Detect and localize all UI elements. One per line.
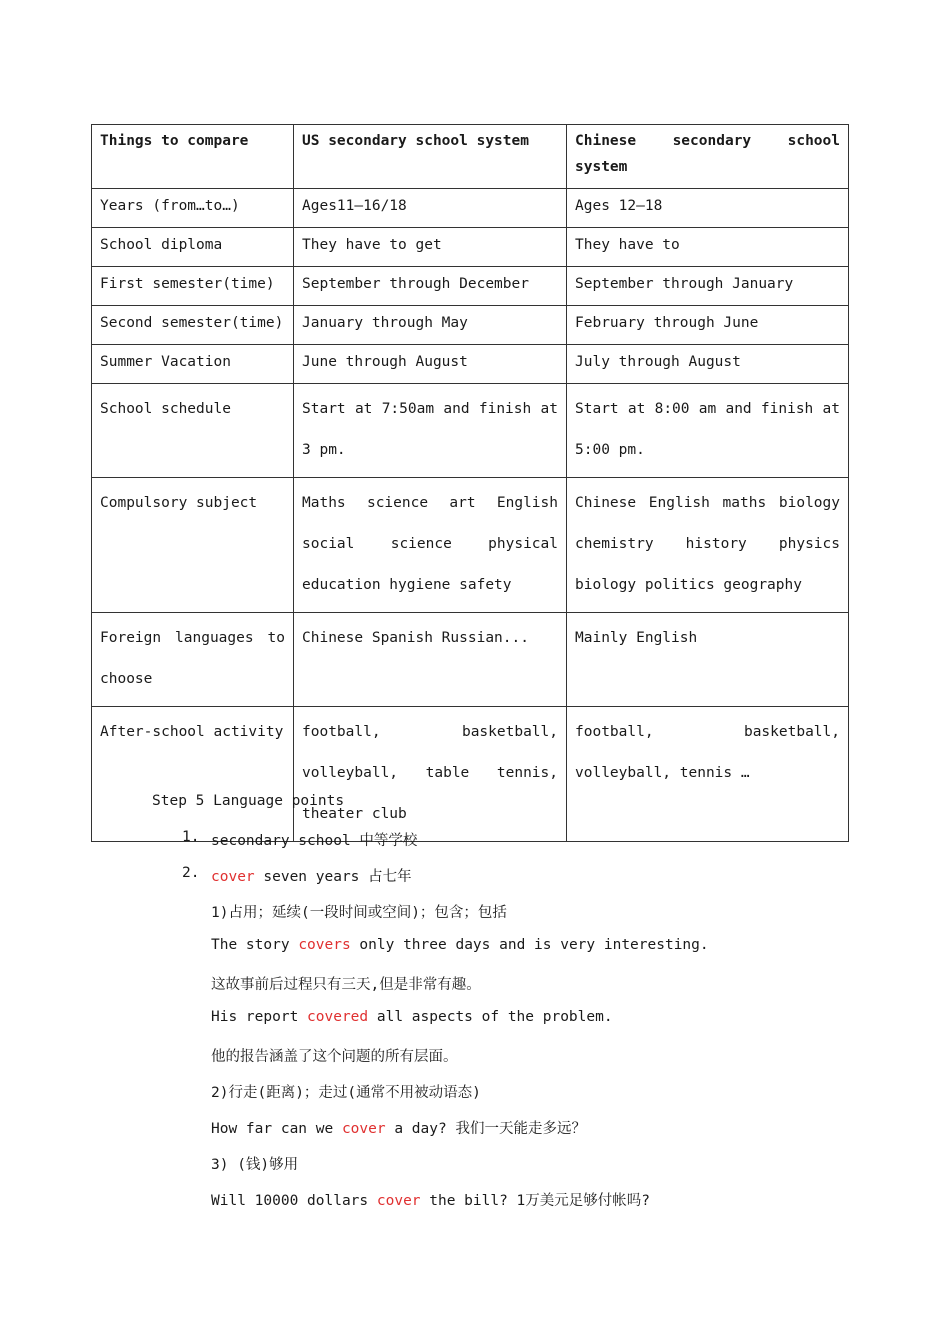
example-text: all aspects of the problem.: [368, 1009, 613, 1025]
item-number: 2.: [182, 865, 200, 881]
example-text: The story: [211, 937, 299, 953]
keyword: cover: [211, 869, 255, 885]
table-cell: School schedule: [92, 384, 294, 478]
example-sentence: [211, 937, 709, 953]
item-text: secondary school 中等学校: [211, 833, 418, 849]
example-sentence: [211, 1189, 650, 1210]
example-text: His report: [211, 1009, 308, 1025]
table-row: [92, 478, 849, 613]
table-cell: After-school activity: [92, 707, 294, 842]
table-cell: Start at 7:50am and finish at 3 pm.: [294, 384, 567, 478]
table-cell: School diploma: [92, 228, 294, 267]
table-row: [92, 228, 849, 267]
table-cell: June through August: [294, 345, 567, 384]
table-cell: Chinese Spanish Russian...: [294, 613, 567, 707]
table-cell: Second semester(time): [92, 306, 294, 345]
table-cell: Mainly English: [567, 613, 849, 707]
table-cell: First semester(time): [92, 267, 294, 306]
table-cell: July through August: [567, 345, 849, 384]
example-text: Will 10000 dollars: [211, 1193, 377, 1209]
table-cell: football, basketball, volleyball, table tennis, theater club: [294, 707, 567, 842]
table-cell: They have to: [567, 228, 849, 267]
item-number: 1.: [182, 829, 200, 845]
table-cell: They have to get: [294, 228, 567, 267]
table-cell: Foreign languages to choose: [92, 613, 294, 707]
table-cell: September through December: [294, 267, 567, 306]
table-cell: Start at 8:00 am and finish at 5:00 pm.: [567, 384, 849, 478]
table-header-row: [92, 125, 849, 189]
table-cell: Summer Vacation: [92, 345, 294, 384]
table-cell: Maths science art English social science physical education hygiene safety: [294, 478, 567, 613]
example-translation: 这故事前后过程只有三天,但是非常有趣。: [211, 977, 481, 993]
header-cell: Chinese secondary school system: [567, 125, 849, 189]
example-translation: 他的报告涵盖了这个问题的所有层面。: [211, 1049, 458, 1065]
table-cell: January through May: [294, 306, 567, 345]
table-row: [92, 384, 849, 478]
table-row: [92, 707, 849, 842]
comparison-table: [91, 124, 849, 842]
keyword: cover: [341, 1121, 386, 1137]
table-cell: Years (from…to…): [92, 189, 294, 228]
example-sentence: [211, 1009, 613, 1025]
sense-heading: 3) (钱)够用: [211, 1157, 299, 1173]
keyword: covered: [307, 1009, 369, 1025]
header-cell: Things to compare: [92, 125, 294, 189]
table-cell: Ages 12—18: [567, 189, 849, 228]
example-text: the bill? 1万美元足够付帐吗?: [420, 1193, 651, 1209]
table-cell: Ages11—16/18: [294, 189, 567, 228]
item-text: [211, 865, 412, 886]
table-cell: Chinese English maths biology chemistry history physics biology politics geography: [567, 478, 849, 613]
sense-heading: 1)占用；延续(一段时间或空间)；包含；包括: [211, 905, 507, 921]
sense-heading: 2)行走(距离)；走过(通常不用被动语态): [211, 1085, 481, 1101]
table-cell: Compulsory subject: [92, 478, 294, 613]
table-row: [92, 267, 849, 306]
step-title: Step 5 Language points: [152, 793, 345, 809]
table-row: [92, 306, 849, 345]
keyword: cover: [376, 1193, 421, 1209]
header-cell: US secondary school system: [294, 125, 567, 189]
item-rest: seven years 占七年: [254, 869, 412, 885]
table-cell: February through June: [567, 306, 849, 345]
table-row: [92, 189, 849, 228]
table-cell: September through January: [567, 267, 849, 306]
example-text: only three days and is very interesting.: [350, 937, 709, 953]
keyword: covers: [298, 937, 351, 953]
table-row: [92, 345, 849, 384]
table-cell: football, basketball, volleyball, tennis …: [567, 707, 849, 842]
example-sentence: [211, 1117, 586, 1138]
table-row: [92, 613, 849, 707]
example-text: a day? 我们一天能走多远？: [385, 1121, 586, 1137]
example-text: How far can we: [211, 1121, 342, 1137]
